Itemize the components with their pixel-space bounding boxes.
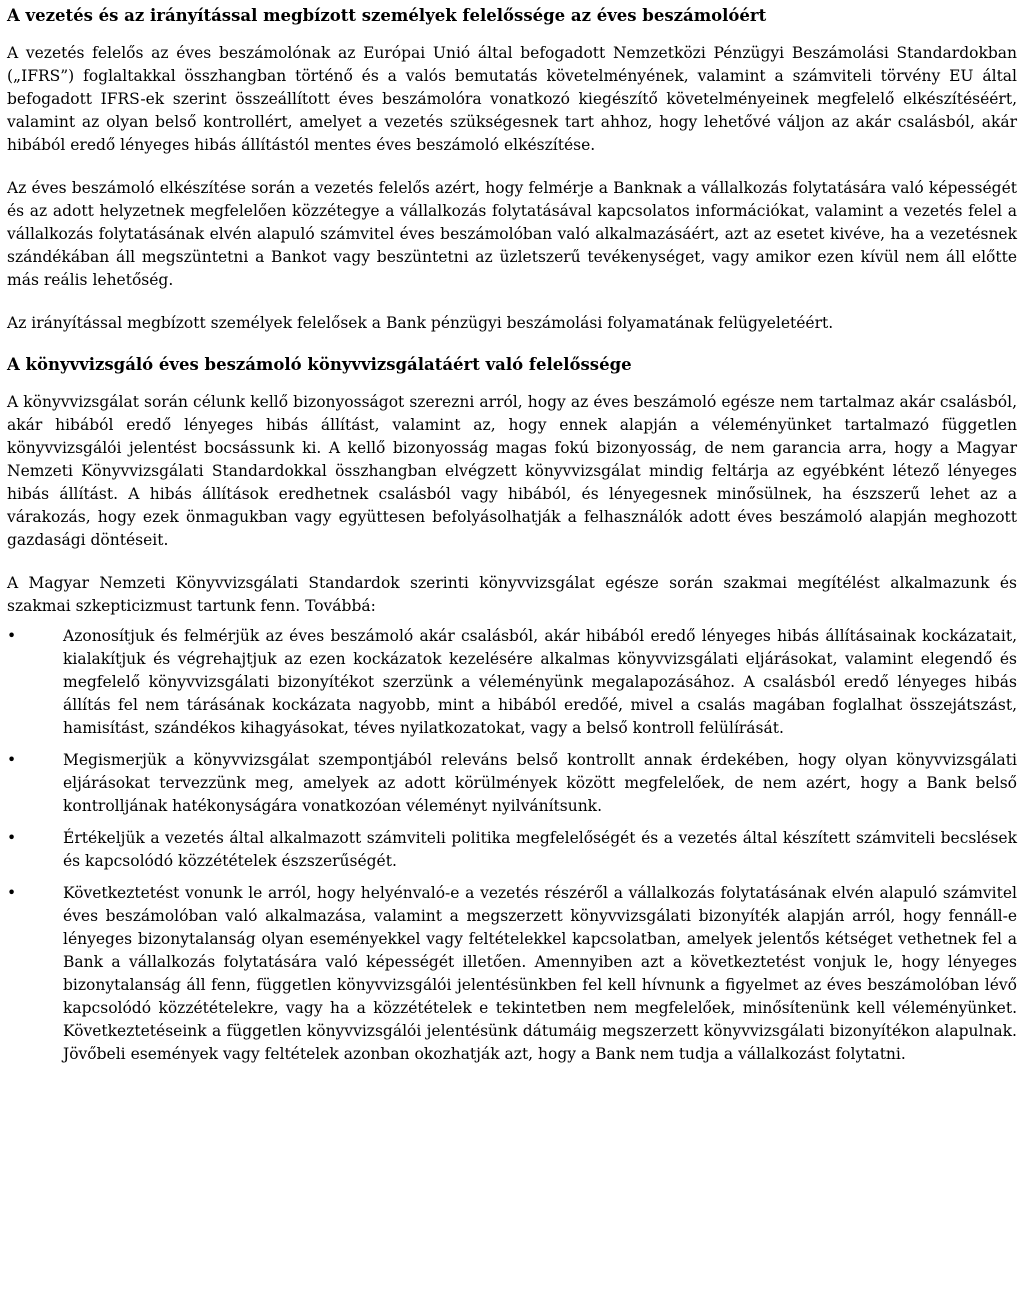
list-item (7, 749, 1017, 818)
section-heading-auditor-responsibility: A könyvvizsgáló éves beszámoló könyvvizsgálatáért való felelőssége (7, 355, 632, 374)
paragraph-professional-judgment: A Magyar Nemzeti Könyvvizsgálati Standardok szerinti könyvvizsgálat egésze során szakmai megítélést alkalmazunk és szakmai szkepticizmust tartunk fenn. Továbbá: (7, 574, 1017, 615)
paragraph-audit-objective: A könyvvizsgálat során célunk kellő bizonyosságot szerezni arról, hogy az éves beszámoló egésze nem tartalmaz akár csalásból, akár hibából eredő lényeges hibás állítást, valamint az, hogy ennek alapján a véleményünket tartalmazó független könyvvizsgálói jelentést bocsássunk ki. A kellő bizonyosság magas fokú bizonyosság, de nem garancia arra, hogy a Magyar Nemzeti Könyvvizsgálati Standardokkal összhangban elvégzett könyvvizsgálat mindig feltárja az egyébként létező lényeges hibás állítást. A hibás állítások eredhetnek csalásból vagy hibából, és lényegesnek minősülnek, ha észszerű lehet az a várakozás, hogy ezek önmagukban vagy együttesen befolyásolhatják a felhasználók adott éves beszámoló alapján meghozott gazdasági döntéseit. (7, 393, 1017, 549)
bullet-icon: • (7, 884, 17, 902)
paragraph-governance-oversight: Az irányítással megbízott személyek felelősek a Bank pénzügyi beszámolási folyamatának felügyeletéért. (7, 314, 834, 332)
list-item-text: Értékeljük a vezetés által alkalmazott számviteli politika megfelelőségét és a vezetés által készített számviteli becslések és kapcsolódó közzétételek észszerűségét. (63, 829, 1017, 870)
bullet-icon: • (7, 627, 17, 645)
list-item (7, 882, 1017, 1066)
paragraph-going-concern: Az éves beszámoló elkészítése során a vezetés felelős azért, hogy felmérje a Banknak a vállalkozás folytatására való képességét és az adott helyzetnek megfelelően közzétegye a vállalkozás folytatásával kapcsolatos információkat, valamint a vezetés felel a vállalkozás folytatásának elvén alapuló számvitel éves beszámolóban való alkalmazásáért, azt az esetet kivéve, ha a vezetésnek szándékában áll megszüntetni a Bankot vagy beszüntetni az üzletszerű tevékenységet, vagy amikor ezen kívül nem áll előtte más reális lehetőség. (7, 179, 1017, 289)
section-heading-management-responsibility: A vezetés és az irányítással megbízott személyek felelőssége az éves beszámolóért (7, 6, 767, 25)
bullet-icon: • (7, 751, 17, 769)
list-item-text: Azonosítjuk és felmérjük az éves beszámoló akár csalásból, akár hibából eredő lényeges hibás állításainak kockázatait, kialakítjuk és végrehajtjuk az ezen kockázatok kezelésére alkalmas könyvvizsgálati eljárásokat, valamint elegendő és megfelelő könyvvizsgálati bizonyítékot szerzünk a véleményünk megalapozásához. A csalásból eredő lényeges hibás állítás fel nem tárásának kockázata nagyobb, mint a hibából eredőé, mivel a csalás magában foglalhat összejátszást, hamisítást, szándékos kihagyásokat, téves nyilatkozatokat, vagy a belső kontroll felülírását. (63, 627, 1017, 737)
paragraph-management-responsibility: A vezetés felelős az éves beszámolónak az Európai Unió által befogadott Nemzetközi Pénzügyi Beszámolási Standardokban („IFRS”) foglaltakkal összhangban történő és a valós bemutatás követelményének, valamint a számviteli törvény EU által befogadott IFRS-ek szerint összeállított éves beszámolóra vonatkozó kiegészítő követelményeinek megfelelő elkészítéséért, valamint az olyan belső kontrollért, amelyet a vezetés szükségesnek tart ahhoz, hogy lehetővé váljon az akár csalásból, akár hibából eredő lényeges hibás állítástól mentes éves beszámoló elkészítése. (7, 44, 1017, 154)
list-item-text: Következtetést vonunk le arról, hogy helyénvaló-e a vezetés részéről a vállalkozás folytatásának elvén alapuló számvitel éves beszámolóban való alkalmazása, valamint a megszerzett könyvvizsgálati bizonyíték alapján arról, hogy fennáll-e lényeges bizonytalanság olyan eseményekkel vagy feltételekkel kapcsolatban, amelyek jelentős kétséget vethetnek fel a Bank a vállalkozás folytatására való képességét illetően. Amennyiben azt a következtetést vonjuk le, hogy lényeges bizonytalanság áll fenn, független könyvvizsgálói jelentésünkben fel kell hívnunk a figyelmet az éves beszámolóban lévő kapcsolódó közzétételekre, vagy ha a közzétételek e tekintetben nem megfelelőek, minősítenünk kell véleményünket. Következtetéseink a független könyvvizsgálói jelentésünk dátumáig megszerzett könyvvizsgálati bizonyítékon alapulnak. Jövőbeli események vagy feltételek azonban okozhatják azt, hogy a Bank nem tudja a vállalkozást folytatni. (63, 884, 1017, 1063)
list-item (7, 827, 1017, 873)
bullet-icon: • (7, 829, 17, 847)
list-item-text: Megismerjük a könyvvizsgálat szempontjából releváns belső kontrollt annak érdekében, hogy olyan könyvvizsgálati eljárásokat tervezzünk meg, amelyek az adott körülmények között megfelelőek, de nem azért, hogy a Bank belső kontrolljának hatékonyságára vonatkozóan véleményt nyilvánítsunk. (63, 751, 1017, 815)
list-item (7, 625, 1017, 740)
audit-procedures-list (7, 625, 1017, 1066)
document-page (7, 0, 1017, 1075)
